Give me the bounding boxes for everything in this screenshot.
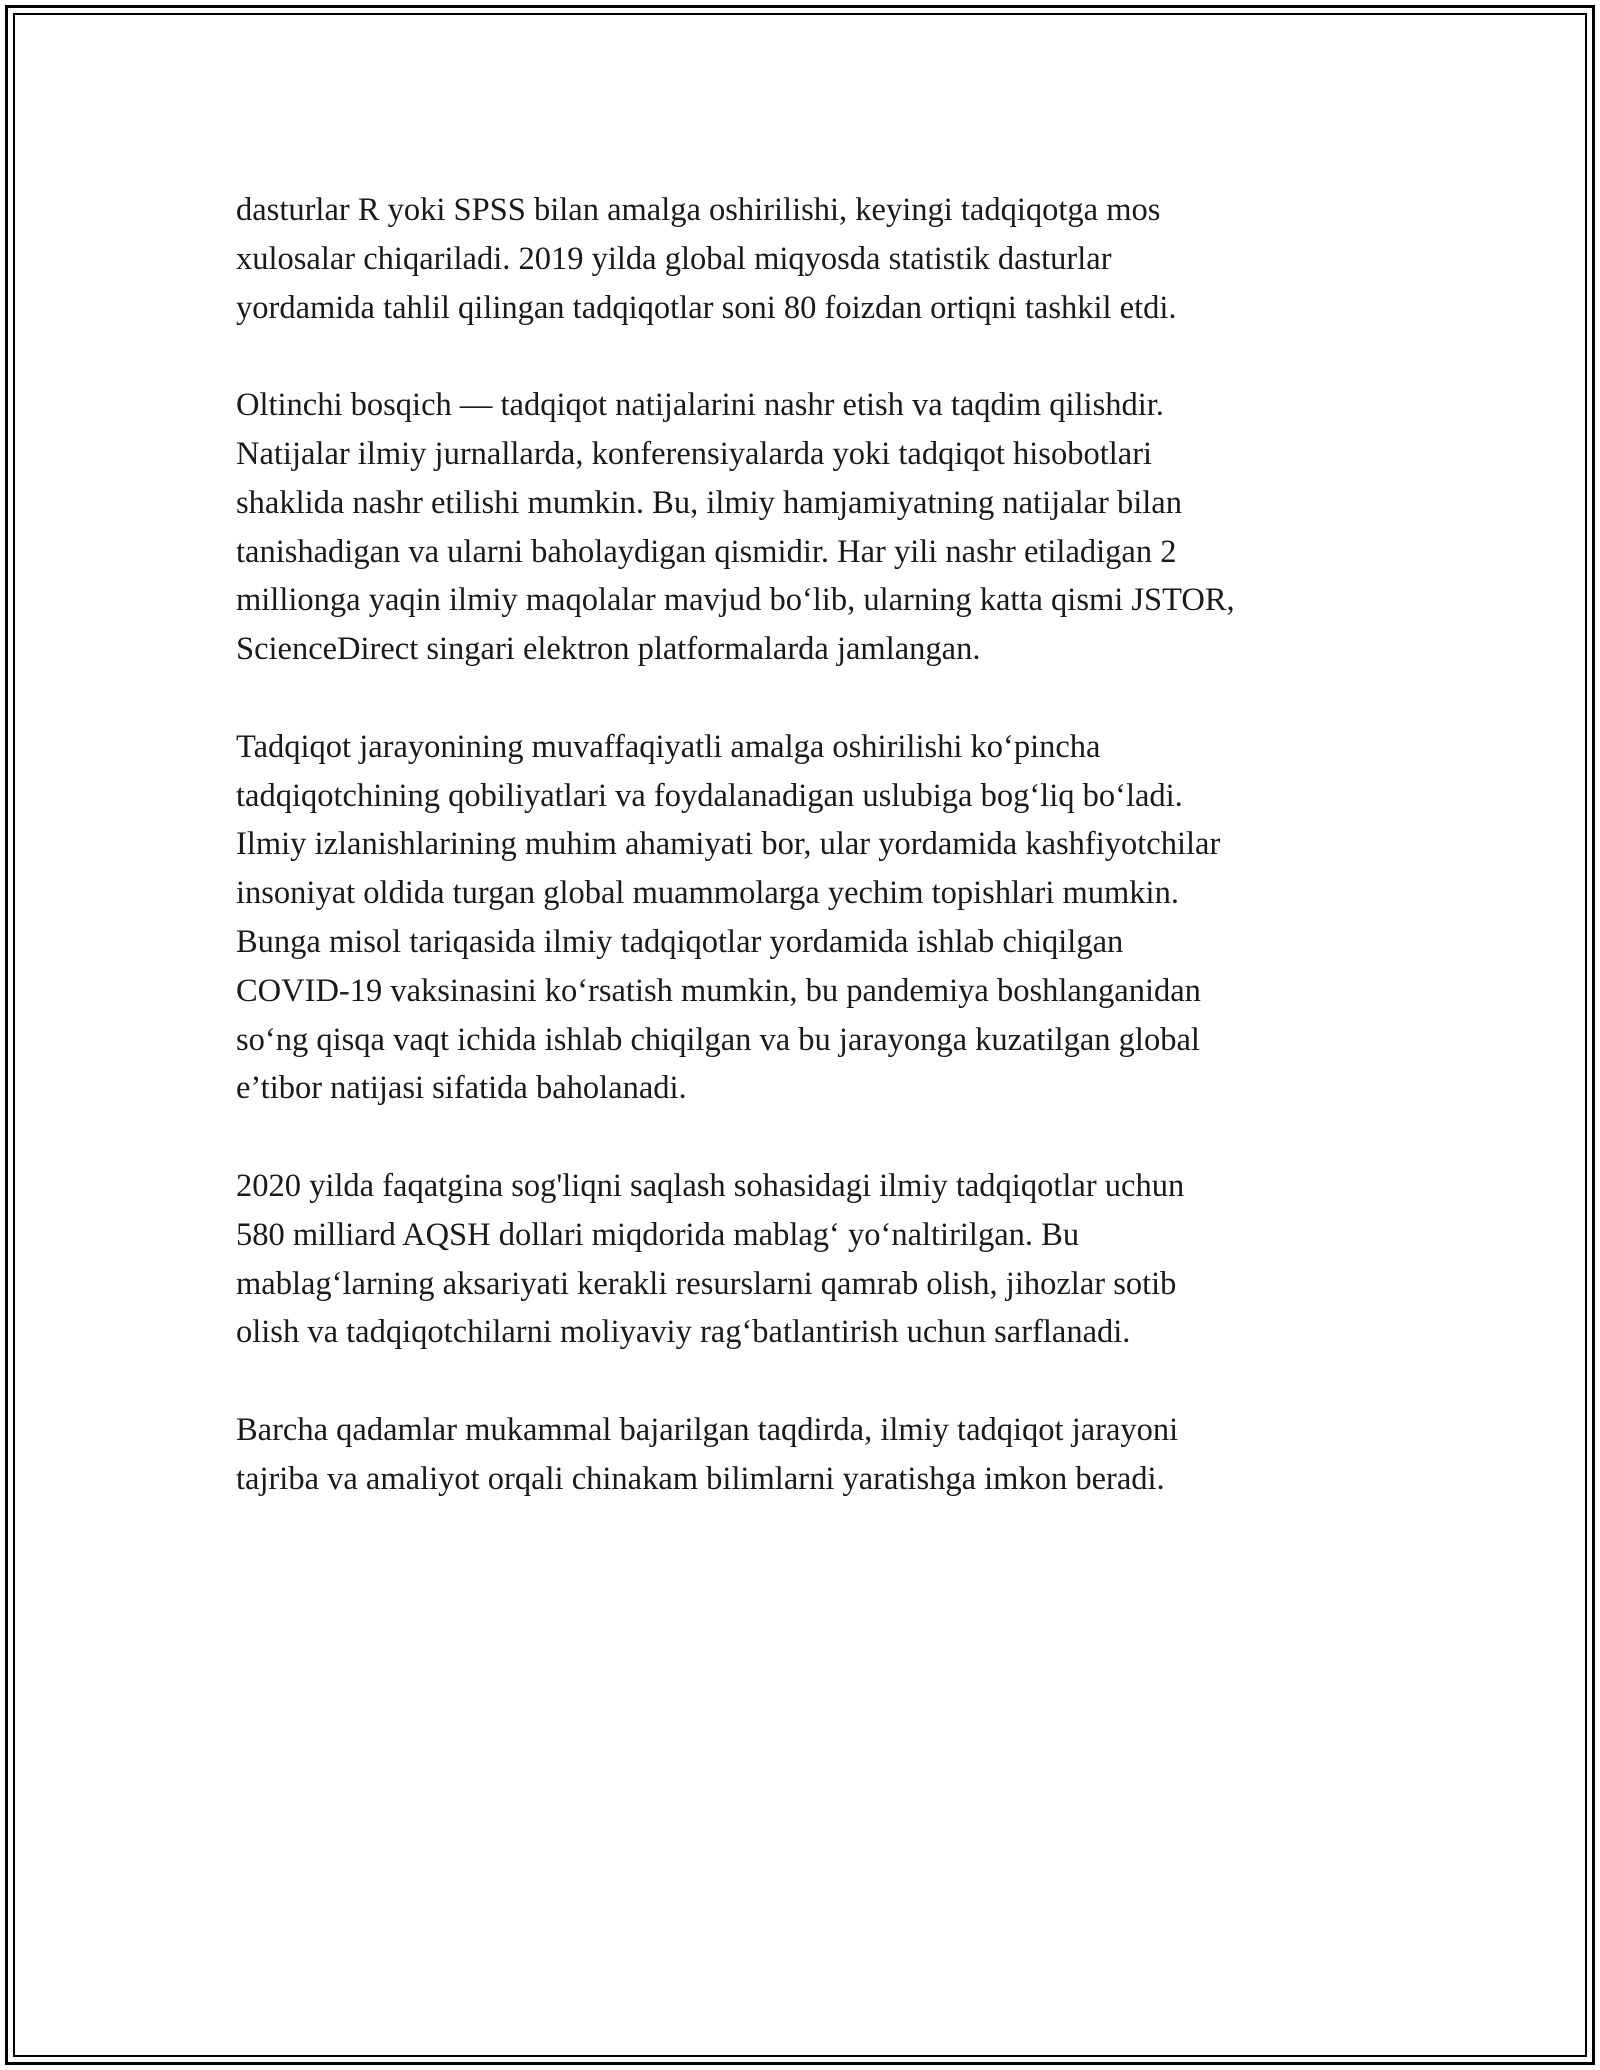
text-line: mablag‘larning aksariyati kerakli resurslarni qamrab olish, jihozlar sotib xyxy=(236,1265,1177,1302)
text-line: shaklida nashr etilishi mumkin. Bu, ilmiy hamjamiyatning natijalar bilan xyxy=(236,484,1182,521)
paragraph-research-success xyxy=(236,723,1371,1113)
text-line: insoniyat oldida turgan global muammolarga yechim topishlari mumkin. xyxy=(236,875,1179,912)
text-line: so‘ng qisqa vaqt ichida ishlab chiqilgan va bu jarayonga kuzatilgan global xyxy=(236,1021,1200,1058)
text-line: Ilmiy izlanishlarining muhim ahamiyati bor, ular yordamida kashfiyotchilar xyxy=(236,826,1221,863)
text-line: Tadqiqot jarayonining muvaffaqiyatli amalga oshirilishi ko‘pincha xyxy=(236,728,1101,765)
text-line: olish va tadqiqotchilarni moliyaviy rag‘batlantirish uchun sarflanadi. xyxy=(236,1314,1131,1351)
text-line: Barcha qadamlar mukammal bajarilgan taqdirda, ilmiy tadqiqot jarayoni xyxy=(236,1411,1179,1448)
text-line: 2020 yilda faqatgina sog'liqni saqlash sohasidagi ilmiy tadqiqotlar uchun xyxy=(236,1167,1185,1204)
text-line: COVID-19 vaksinasini ko‘rsatish mumkin, bu pandemiya boshlanganidan xyxy=(236,972,1201,1009)
text-line: Natijalar ilmiy jurnallarda, konferensiyalarda yoki tadqiqot hisobotlari xyxy=(236,435,1153,472)
text-line: e’tibor natijasi sifatida baholanadi. xyxy=(236,1070,687,1107)
text-line: yordamida tahlil qilingan tadqiqotlar soni 80 foizdan ortiqni tashkil etdi. xyxy=(236,289,1177,326)
text-line: 580 milliard AQSH dollari miqdorida mablag‘ yo‘naltirilgan. Bu xyxy=(236,1216,1080,1253)
text-line: tajriba va amaliyot orqali chinakam bilimlarni yaratishga imkon beradi. xyxy=(236,1460,1165,1497)
text-line: tanishadigan va ularni baholaydigan qismidir. Har yili nashr etiladigan 2 xyxy=(236,533,1177,570)
text-line: Oltinchi bosqich — tadqiqot natijalarini nashr etish va taqdim qilishdir. xyxy=(236,387,1164,424)
text-line: tadqiqotchining qobiliyatlari va foydalanadigan uslubiga bog‘liq bo‘ladi. xyxy=(236,777,1183,814)
paragraph-funding-2020 xyxy=(236,1162,1371,1357)
paragraph-conclusion xyxy=(236,1406,1371,1504)
text-line: Bunga misol tariqasida ilmiy tadqiqotlar yordamida ishlab chiqilgan xyxy=(236,923,1124,960)
text-line: ScienceDirect singari elektron platformalarda jamlangan. xyxy=(236,631,981,668)
paragraph-sixth-stage xyxy=(236,381,1371,674)
paragraph-statistical-analysis xyxy=(236,186,1371,332)
text-line: xulosalar chiqariladi. 2019 yilda global miqyosda statistik dasturlar xyxy=(236,240,1112,277)
text-line: millionga yaqin ilmiy maqolalar mavjud bo‘lib, ularning katta qismi JSTOR, xyxy=(236,582,1235,619)
text-line: dasturlar R yoki SPSS bilan amalga oshirilishi, keyingi tadqiqotga mos xyxy=(236,192,1161,228)
document-body xyxy=(236,186,1371,1552)
